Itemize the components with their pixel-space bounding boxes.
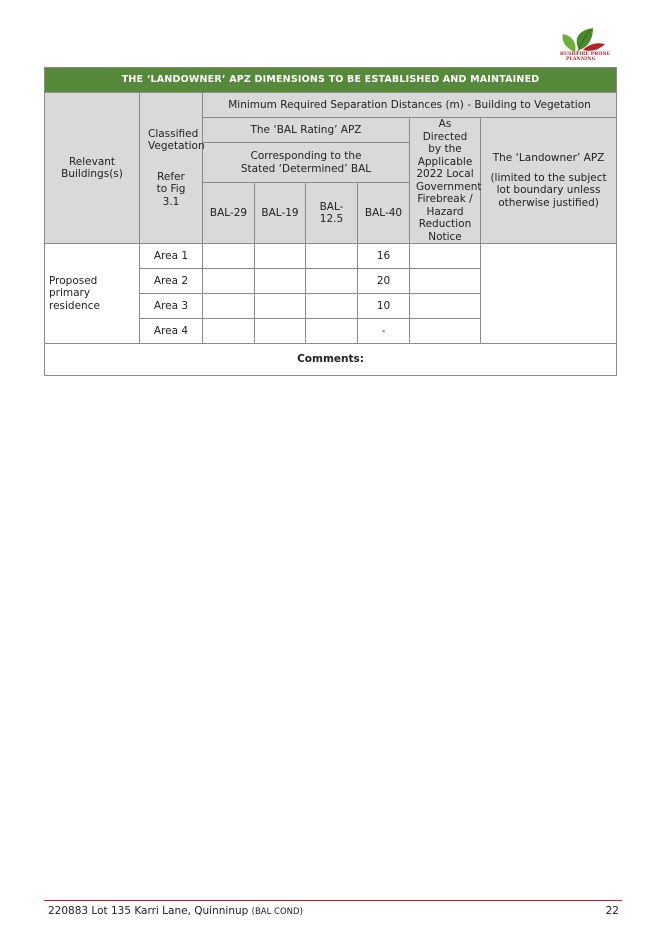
area-cell: Area 2 [140, 269, 203, 294]
bal19-cell [255, 294, 306, 319]
bal19-cell [255, 269, 306, 294]
landowner-apz-table [44, 67, 617, 376]
bal19-cell [255, 244, 306, 269]
bal29-cell [203, 244, 255, 269]
corresponding-bal-header: Corresponding to the Stated ‘Determined’ BAL [203, 143, 410, 183]
bal29-cell [203, 269, 255, 294]
area-cell: Area 3 [140, 294, 203, 319]
building-cell: Proposed primary residence [45, 244, 140, 344]
bal29-cell [203, 294, 255, 319]
bal-19-header: BAL-19 [255, 183, 306, 244]
bal-29-header: BAL-29 [203, 183, 255, 244]
table-row [45, 244, 617, 269]
bal-12-5-header: BAL-12.5 [306, 183, 358, 244]
page-number: 22 [605, 905, 619, 917]
classified-vegetation-header: Classified Vegetation Refer to Fig 3.1 [140, 93, 203, 244]
bal29-cell [203, 319, 255, 344]
bal40-cell: - [358, 319, 410, 344]
bal125-cell [306, 269, 358, 294]
logo-text: BUSHFIRE PRONE PLANNING [560, 52, 611, 62]
directed-cell [410, 244, 481, 269]
as-directed-header: As Directed by the Applicable 2022 Local Government Firebreak / Hazard Reduction Notice [410, 118, 481, 244]
area-cell: Area 1 [140, 244, 203, 269]
landowner-apz-header: The ‘Landowner’ APZ (limited to the subject lot boundary unless otherwise justified) [481, 118, 617, 244]
footer-divider [44, 900, 622, 901]
area-cell: Area 4 [140, 319, 203, 344]
bal-40-header: BAL-40 [358, 183, 410, 244]
directed-cell [410, 294, 481, 319]
bal125-cell [306, 244, 358, 269]
min-separation-header: Minimum Required Separation Distances (m) - Building to Vegetation [203, 93, 617, 118]
bal125-cell [306, 294, 358, 319]
landowner-apz-cell [481, 244, 617, 344]
bal40-cell: 20 [358, 269, 410, 294]
bal125-cell [306, 319, 358, 344]
bal40-cell: 16 [358, 244, 410, 269]
directed-cell [410, 319, 481, 344]
relevant-buildings-header: Relevant Buildings(s) [45, 93, 140, 244]
table-title: THE ‘LANDOWNER’ APZ DIMENSIONS TO BE ESTABLISHED AND MAINTAINED [45, 68, 617, 93]
directed-cell [410, 269, 481, 294]
bal19-cell [255, 319, 306, 344]
comments-cell: Comments: [45, 344, 617, 376]
bal-rating-apz-header: The ‘BAL Rating’ APZ [203, 118, 410, 143]
bal40-cell: 10 [358, 294, 410, 319]
footer-text: 220883 Lot 135 Karri Lane, Quinninup (BAL COND) [48, 905, 303, 917]
